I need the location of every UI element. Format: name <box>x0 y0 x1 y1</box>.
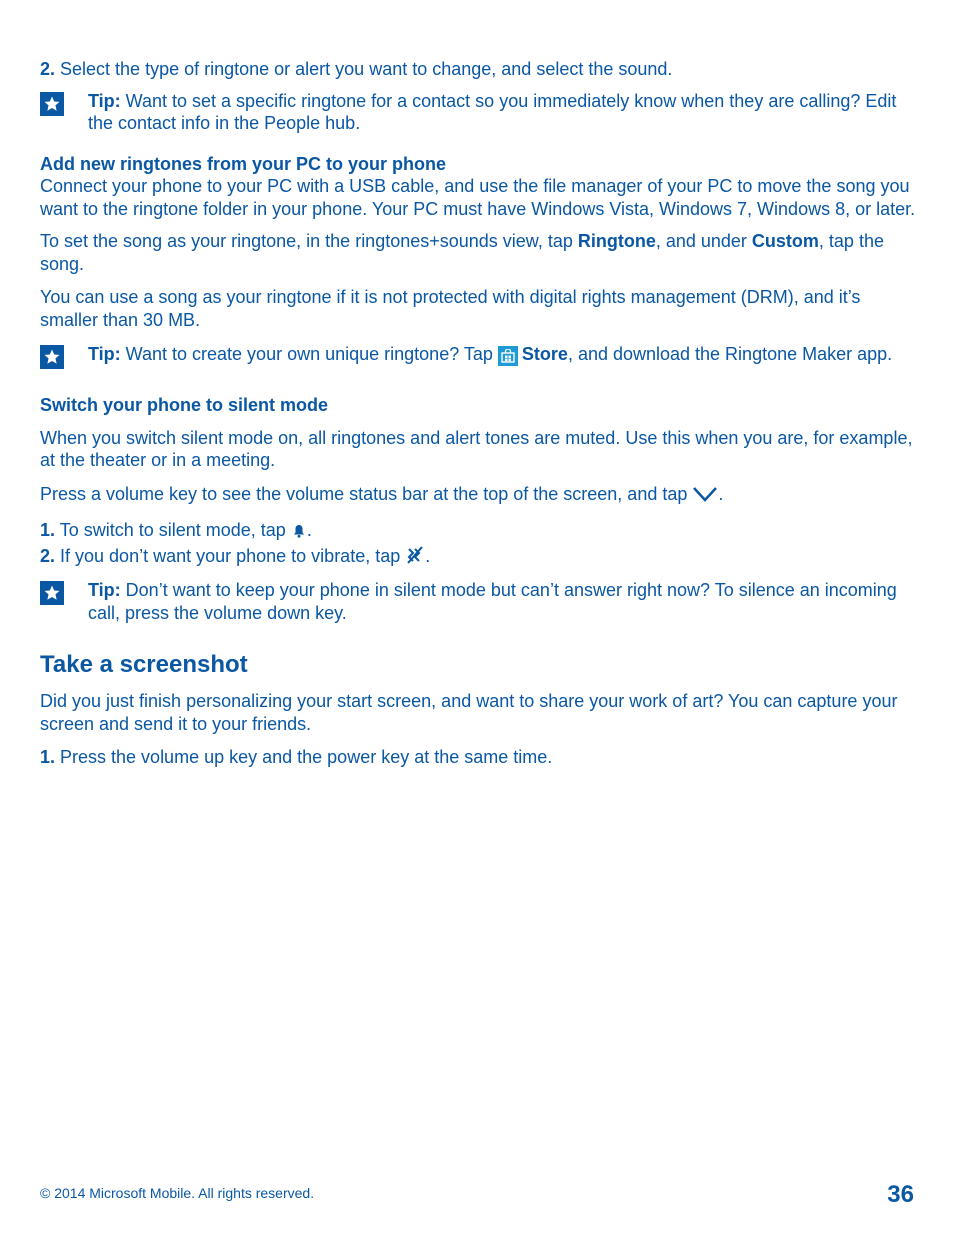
text-segment: Press a volume key to see the volume status bar at the top of the screen, and tap <box>40 483 693 504</box>
tip-label: Tip: <box>88 580 121 600</box>
step-text: Select the type of ringtone or alert you want to change, and select the sound. <box>55 59 673 79</box>
paragraph-connect-pc: Connect your phone to your PC with a USB cable, and use the file manager of your PC to move the song you want to the ringtone folder in your phone. Your PC must have Windows Vista, Windows 7, Windows 8, or later. <box>40 176 916 219</box>
text-segment: , tap the song. <box>40 231 884 274</box>
tip-text: Don’t want to keep your phone in silent mode but can’t answer right now? To silence an incoming call, press the volume down key. <box>88 580 897 623</box>
text-segment: To set the song as your ringtone, in the ringtones+sounds view, tap <box>40 231 578 251</box>
store-icon <box>498 346 518 366</box>
step-select-ringtone <box>40 58 916 81</box>
tip-ringtone-maker <box>40 343 916 366</box>
document-page <box>40 58 916 769</box>
tip-label: Tip: <box>88 344 121 364</box>
heading-add-ringtones: Add new ringtones from your PC to your phone <box>40 153 447 174</box>
step-text: If you don’t want your phone to vibrate, tap <box>55 545 406 566</box>
step-number: 1. <box>40 747 56 767</box>
paragraph-silent-intro: When you switch silent mode on, all ringtones and alert tones are muted. Use this when you are, for example, at the theater or in a meeting. <box>40 427 913 470</box>
paragraph-screenshot-intro: Did you just finish personalizing your start screen, and want to share your work of art? You can capture your screen and send it to your friends. <box>40 691 898 734</box>
text-segment: . <box>306 520 312 540</box>
chevron-down-icon <box>692 485 718 509</box>
heading-take-screenshot: Take a screenshot <box>40 651 248 678</box>
text-segment: . <box>425 545 431 566</box>
vibrate-off-icon <box>405 545 425 571</box>
ringtone-term: Ringtone <box>577 231 656 251</box>
footer-copyright: © 2014 Microsoft Mobile. All rights reserved. <box>40 1185 315 1201</box>
heading-silent-mode: Switch your phone to silent mode <box>40 395 329 415</box>
paragraph-set-song <box>40 230 916 275</box>
step-number: 2. <box>40 59 56 79</box>
tip-silence-call <box>40 579 916 624</box>
step-silent-mode <box>40 519 916 545</box>
step-number: 2. <box>40 545 56 566</box>
text-segment: . <box>718 483 724 504</box>
tip-contact-ringtone <box>40 90 916 135</box>
star-icon <box>40 92 64 116</box>
page-number: 36 <box>887 1181 914 1208</box>
step-text: Press the volume up key and the power key at the same time. <box>55 747 553 767</box>
custom-term: Custom <box>751 231 819 251</box>
star-icon <box>40 345 64 369</box>
paragraph-drm: You can use a song as your ringtone if it is not protected with digital rights management (DRM), and it’s smaller than 30 MB. <box>40 287 861 330</box>
step-screenshot <box>40 746 916 769</box>
step-text: To switch to silent mode, tap <box>55 520 291 540</box>
tip-text: Want to set a specific ringtone for a contact so you immediately know when they are calling? Edit the contact info in the People hub. <box>88 90 897 133</box>
step-vibrate-off <box>40 545 916 571</box>
bell-icon <box>291 522 307 545</box>
store-term: Store <box>521 344 568 364</box>
paragraph-volume-key <box>40 483 916 509</box>
star-icon <box>40 581 64 605</box>
tip-label: Tip: <box>88 90 121 111</box>
tip-text: , and download the Ringtone Maker app. <box>567 344 893 364</box>
step-number: 1. <box>40 520 56 540</box>
tip-text: Want to create your own unique ringtone? Tap <box>120 344 498 364</box>
text-segment: , and under <box>655 231 752 251</box>
